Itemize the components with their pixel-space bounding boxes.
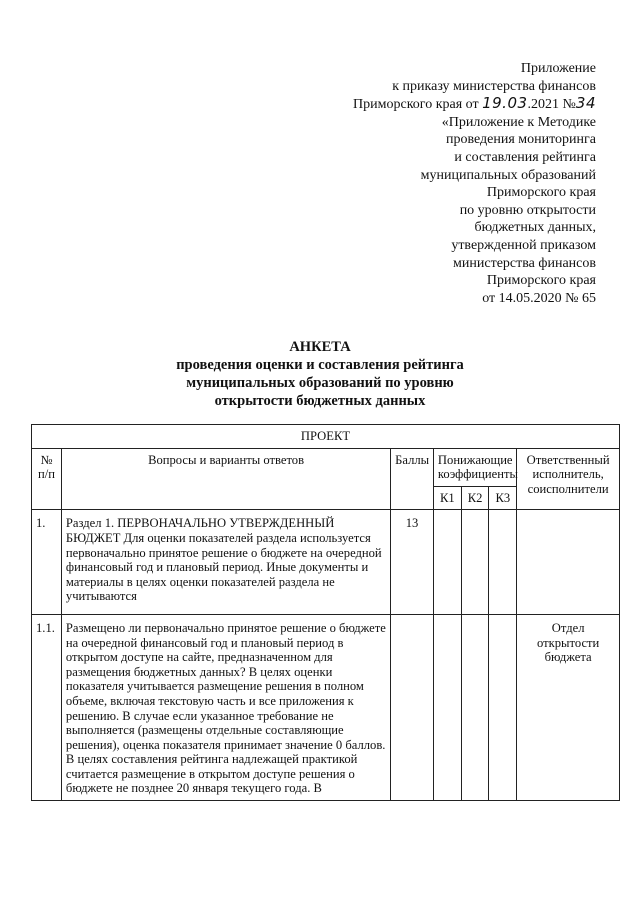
method-line: муниципальных образований [420,167,596,183]
header-k2: К2 [461,486,489,510]
header-questions: Вопросы и варианты ответов [61,448,390,510]
method-line: по уровню открытости [459,202,596,218]
row-num: 1.1. [32,614,62,800]
appendix-line: к приказу министерства финансов [392,78,596,94]
order-date-line [276,95,596,114]
row-responsible: Отдел открытости бюджета [517,614,620,800]
method-line: утвержденной приказом [451,237,596,253]
method-line: Приморского края [486,273,596,289]
method-line: и составления рейтинга [454,149,596,165]
questionnaire-table [31,424,620,801]
title-line: АНКЕТА [289,339,351,355]
table-row [32,614,620,800]
row-k1 [433,614,461,800]
header-num: № п/п [32,448,62,510]
row-num: 1. [32,510,62,615]
handwritten-date: 19.03 [482,94,528,113]
method-line: министерства финансов [453,255,596,271]
project-label: ПРОЕКТ [32,425,620,449]
method-line: от 14.05.2020 № 65 [482,290,596,306]
row-text: Раздел 1. ПЕРВОНАЧАЛЬНО УТВЕРЖДЕННЫЙ БЮДЖЕТ Для оценки показателей раздела используется первоначально принятое решение о бюджете на очередной финансовый год и плановый период. Иные документы и материалы в целях оценки показателей раздела не учитываются [61,510,390,615]
row-score: 13 [391,510,434,615]
row-k3 [489,614,517,800]
title-line: проведения оценки и составления рейтинга [176,357,464,373]
appendix-block [276,60,596,307]
appendix-line: Приложение [520,61,596,76]
order-prefix: Приморского края от [353,97,479,113]
header-responsible: Ответственный исполнитель, соисполнители [517,448,620,510]
header-score: Баллы [391,448,434,510]
method-line: «Приложение к Методике [441,114,596,130]
order-year: .2021 № [527,97,576,113]
title-line: открытости бюджетных данных [214,393,426,409]
header-k1: К1 [433,486,461,510]
row-k2 [461,614,489,800]
row-k2 [461,510,489,615]
handwritten-number: 34 [575,94,596,113]
table-row [32,510,620,615]
row-responsible [517,510,620,615]
title-line: муниципальных образований по уровню [186,375,454,391]
document-title [0,338,640,410]
row-text: Размещено ли первоначально принятое решение о бюджете на очередной финансовый год и плановый период в открытом доступе на сайте, предназначенном для размещения бюджетных данных? В целях оценки показателя учитывается размещение решения в полном объеме, включая текстовую часть и все приложения к решению. В случае если указанное требование не выполняется (размещены отдельные составляющие решения), оценка показателя принимает значение 0 баллов. В целях составления рейтинга надлежащей практикой считается размещение в открытом доступе решения о бюджете не позднее 20 января текущего года. В [61,614,390,800]
row-score [391,614,434,800]
row-k3 [489,510,517,615]
header-k3: К3 [489,486,517,510]
row-k1 [433,510,461,615]
method-line: Приморского края [486,185,596,201]
method-line: бюджетных данных, [474,220,596,236]
header-coefficients: Понижающие коэффициенты [433,448,516,486]
method-line: проведения мониторинга [445,132,596,148]
